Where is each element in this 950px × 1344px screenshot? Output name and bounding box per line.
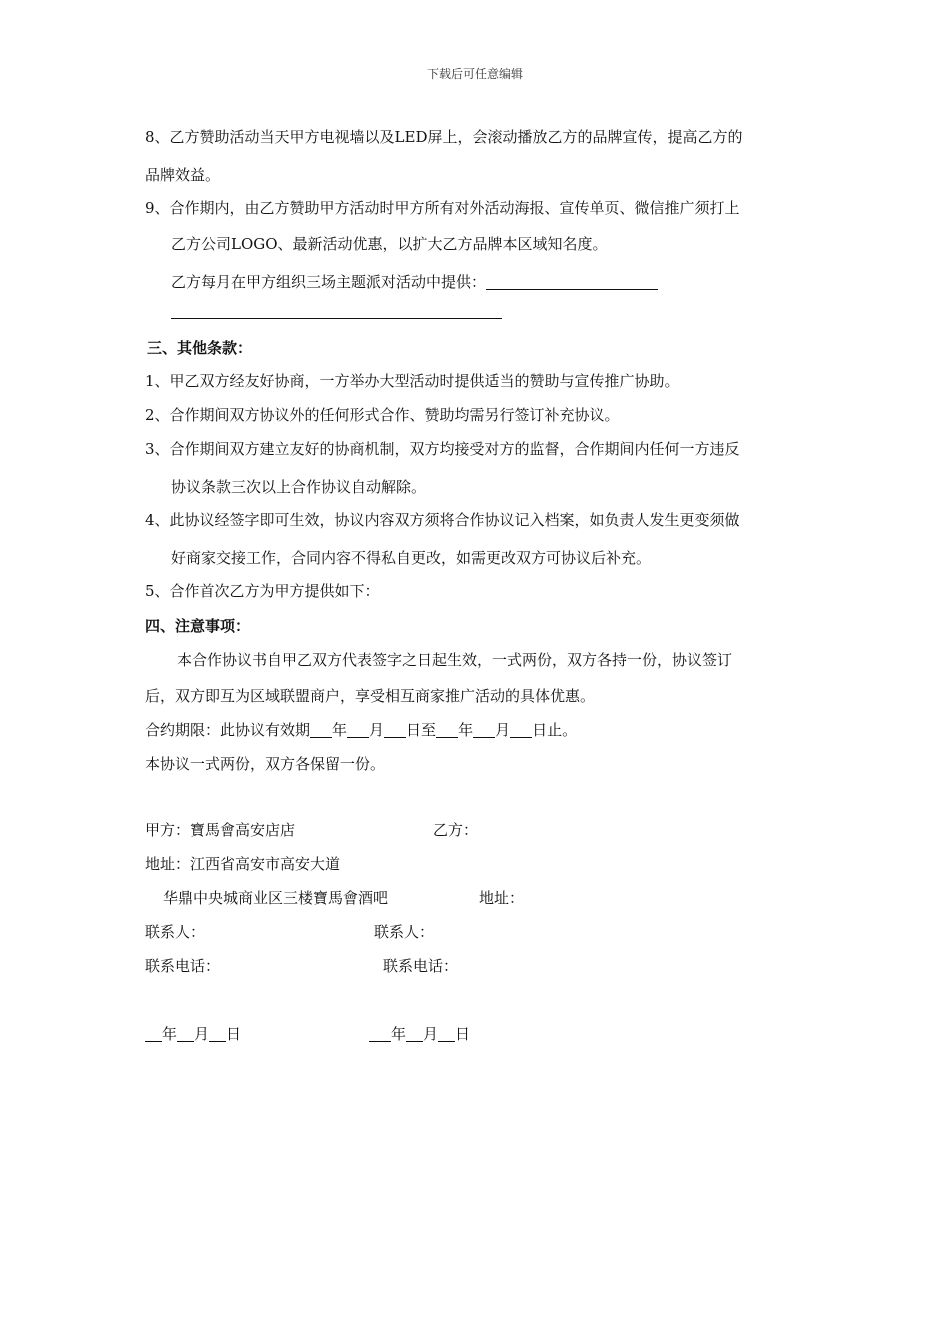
monthly-provision-blank [486, 273, 658, 290]
end-year-blank [436, 721, 458, 738]
party-a-month-blank [177, 1025, 194, 1042]
start-month-blank [347, 721, 369, 738]
party-b-month-blank [406, 1025, 423, 1042]
page-header-note: 下载后可任意编辑 [426, 67, 523, 81]
start-day-blank [384, 721, 406, 738]
day-label: 日 [226, 1025, 242, 1043]
item9-line1: 9、合作期内，由乙方赞助甲方活动时甲方所有对外活动海报、宣传单页、微信推广须打上 [145, 199, 740, 217]
year-label: 年 [458, 721, 474, 739]
day-end-label: 日止。 [532, 721, 578, 739]
provision-continuation-line [171, 318, 502, 319]
party-a-address-line1: 地址：江西省高安市高安大道 [145, 855, 341, 873]
notice-para-line2: 后，双方即互为区域联盟商户，享受相互商家推广活动的具体优惠。 [145, 687, 596, 705]
item8-line1: 8、乙方赞助活动当天甲方电视墙以及LED屏上，会滚动播放乙方的品牌宣传，提高乙方的 [145, 128, 743, 146]
month-label: 月 [369, 721, 385, 739]
item9-line2: 乙方公司LOGO、最新活动优惠，以扩大乙方品牌本区域知名度。 [171, 235, 608, 253]
monthly-provision-label [171, 272, 658, 292]
month-label: 月 [495, 721, 511, 739]
monthly-provision-text: 乙方每月在甲方组织三场主题派对活动中提供： [171, 273, 487, 291]
year-label: 年 [162, 1025, 178, 1043]
party-b-date [369, 1024, 470, 1044]
clause-5: 5、合作首次乙方为甲方提供如下： [145, 582, 380, 600]
party-b-name: 乙方： [433, 821, 479, 839]
section-three-title: 三、其他条款： [147, 339, 253, 357]
party-a-name: 甲方：寶馬會高安店店 [145, 821, 296, 839]
year-label: 年 [391, 1025, 407, 1043]
party-a-phone: 联系电话： [145, 957, 221, 975]
term-prefix: 合约期限：此协议有效期 [145, 721, 311, 739]
notice-para-line1: 本合作协议书自甲乙双方代表签字之日起生效，一式两份，双方各持一份，协议签订 [177, 651, 733, 669]
end-day-blank [510, 721, 532, 738]
party-a-day-blank [209, 1025, 226, 1042]
clause-1: 1、甲乙双方经友好协商，一方举办大型活动时提供适当的赞助与宣传推广协助。 [145, 372, 680, 390]
party-a-year-blank [145, 1025, 162, 1042]
party-b-phone: 联系电话： [383, 957, 459, 975]
contract-term [145, 720, 577, 740]
party-b-year-blank [369, 1025, 391, 1042]
clause-3-line1: 3、合作期间双方建立友好的协商机制，双方均接受对方的监督，合作期间内任何一方违反 [145, 440, 740, 458]
item8-line2: 品牌效益。 [145, 166, 221, 184]
start-year-blank [310, 721, 332, 738]
party-b-day-blank [438, 1025, 455, 1042]
clause-4-line1: 4、此协议经签字即可生效，协议内容双方须将合作协议记入档案，如负责人发生更变须做 [145, 511, 740, 529]
party-a-contact: 联系人： [145, 923, 206, 941]
clause-2: 2、合作期间双方协议外的任何形式合作、赞助均需另行签订补充协议。 [145, 406, 620, 424]
day-to-label: 日至 [406, 721, 437, 739]
party-a-date [145, 1024, 241, 1044]
month-label: 月 [423, 1025, 439, 1043]
clause-3-line2: 协议条款三次以上合作协议自动解除。 [171, 478, 427, 496]
month-label: 月 [194, 1025, 210, 1043]
end-month-blank [473, 721, 495, 738]
clause-4-line2: 好商家交接工作，合同内容不得私自更改，如需更改双方可协议后补充。 [171, 549, 652, 567]
year-label: 年 [332, 721, 348, 739]
party-b-address: 地址： [479, 889, 525, 907]
copies-note: 本协议一式两份，双方各保留一份。 [145, 755, 386, 773]
day-label: 日 [455, 1025, 471, 1043]
party-a-address-line2: 华鼎中央城商业区三楼寶馬會酒吧 [163, 889, 389, 907]
section-four-title: 四、注意事项： [145, 617, 251, 635]
party-b-contact: 联系人： [374, 923, 435, 941]
